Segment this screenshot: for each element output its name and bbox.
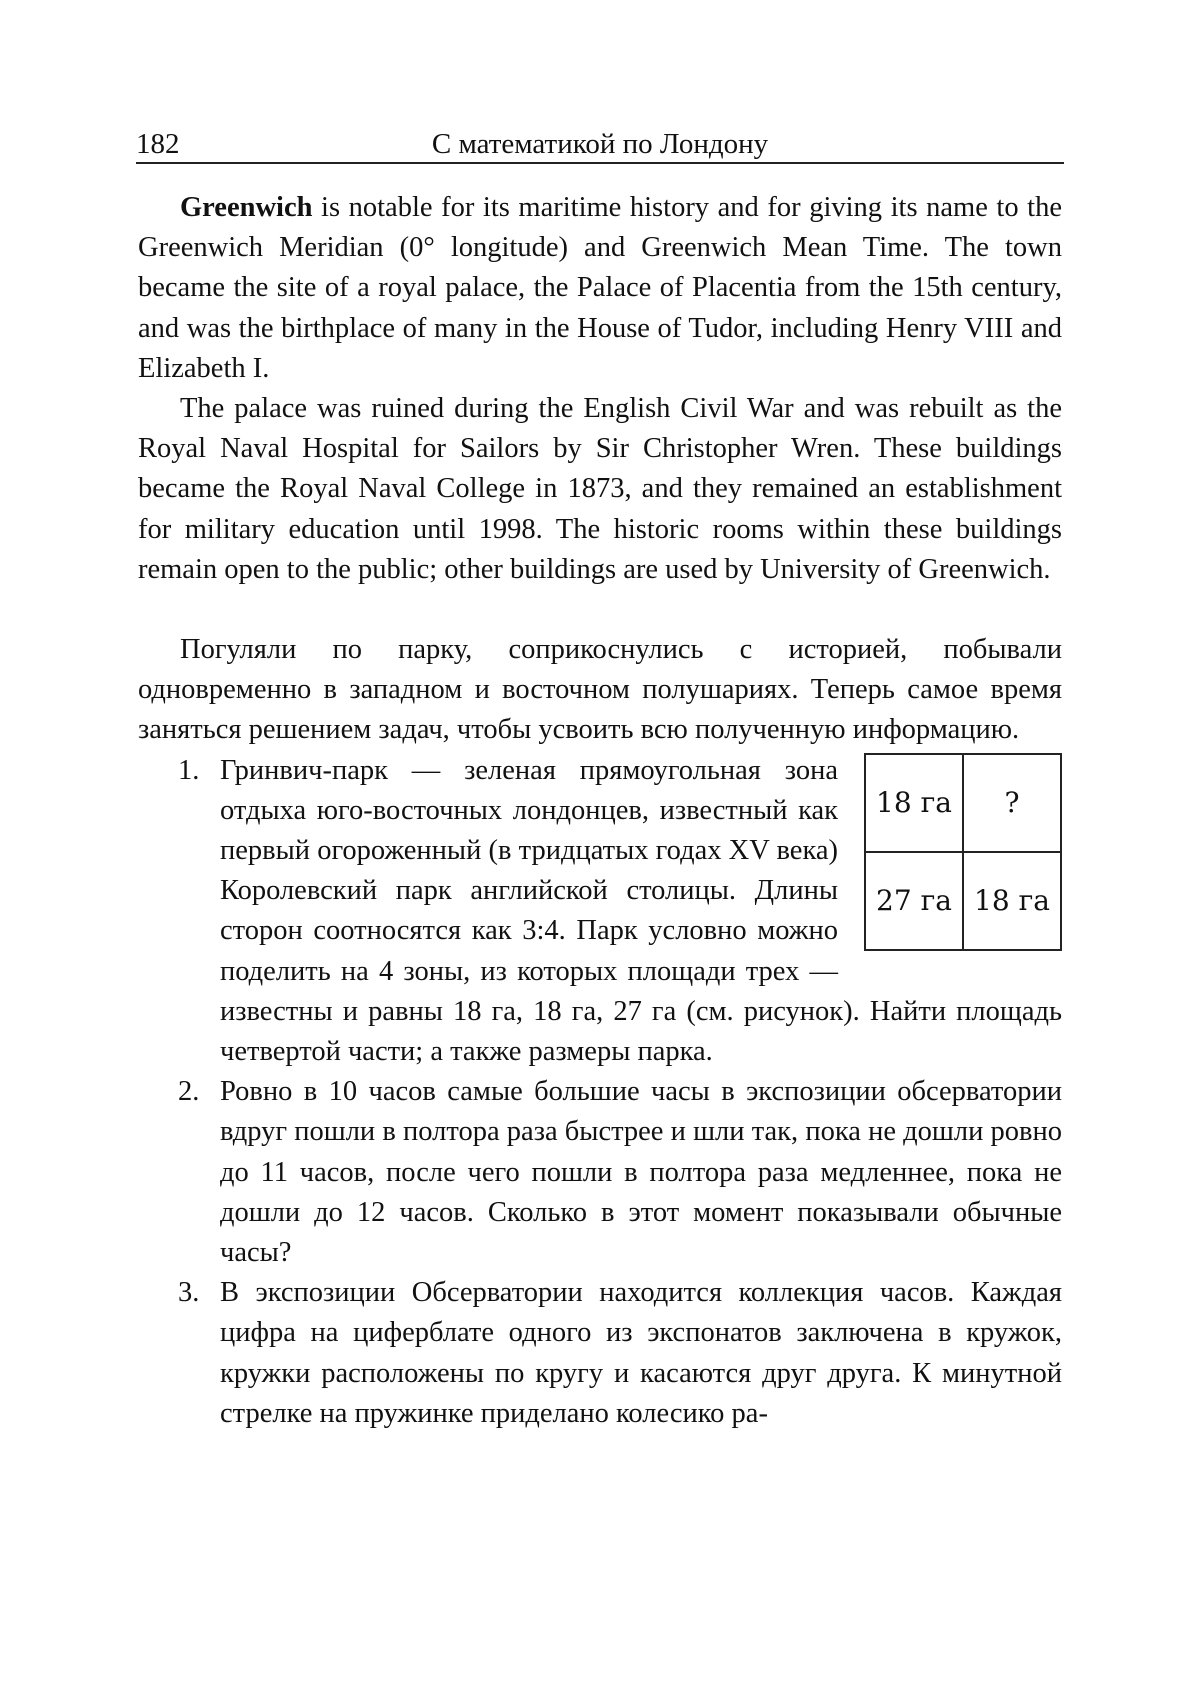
area-cell-bottom-left: 27 га xyxy=(865,852,963,950)
greenwich-term: Greenwich xyxy=(180,192,312,223)
page-body xyxy=(138,188,1062,1434)
running-title: С математикой по Лондону xyxy=(136,128,1064,161)
task-text: Ровно в 10 часов самые большие часы в экспозиции обсерватории вдруг пошли в полтора раза быстрее и шли так, пока не дошли ровно до 11 часов, после чего пошли в полтора раза медленнее, пока не дошли до 12 часов. Сколько в этот момент показывали обычные часы? xyxy=(220,1076,1062,1268)
area-cell-top-right: ? xyxy=(963,754,1061,852)
task-number: 2. xyxy=(178,1072,199,1112)
task-item xyxy=(138,751,1062,1073)
task-list xyxy=(138,751,1062,1434)
task-text: Гринвич-парк — зеленая прямоугольная зона отдыха юго-восточных лондонцев, известный как первый огороженный (в тридцатых годах XV века) Королевский парк английской столицы. Длины сторон соотносятся как 3:4. Парк условно можно поделить на 4 зоны, из которых площади трех — известны и равны 18 га, 18 га, 27 га (см. рисунок). Найти площадь четвертой части; а также размеры парка. xyxy=(220,755,1062,1067)
area-cell-bottom-right: 18 га xyxy=(963,852,1061,950)
task-text: В экспозиции Обсерватории находится коллекция часов. Каждая цифра на циферблате одного из экспонатов заключена в кружок, кружки расположены по кругу и касаются друг друга. К минутной стрелке на пружинке приделано колесико ра- xyxy=(220,1277,1062,1429)
area-cell-top-left: 18 га xyxy=(865,754,963,852)
paragraph-transition: Погуляли по парку, соприкоснулись с историей, побывали одновременно в западном и восточном полушариях. Теперь самое время заняться решением задач, чтобы усвоить всю полученную информацию. xyxy=(138,630,1062,751)
task-number: 3. xyxy=(178,1273,199,1313)
task-number: 1. xyxy=(178,751,199,791)
paragraph-greenwich-intro xyxy=(138,188,1062,389)
task-item xyxy=(138,1273,1062,1434)
paragraph-text: is notable for its maritime history and for giving its name to the Greenwich Meridian (0° longitude) and Greenwich Mean Time. The town became the site of a royal palace, the Palace of Placentia from the 15th century, and was the birthplace of many in the House of Tudor, including Henry VIII and Elizabeth I. xyxy=(138,192,1062,384)
running-header xyxy=(136,122,1064,164)
page-number: 182 xyxy=(136,128,180,161)
paragraph-gap xyxy=(138,590,1062,630)
task-item xyxy=(138,1072,1062,1273)
park-area-diagram xyxy=(864,753,1062,951)
paragraph-palace-history: The palace was ruined during the English Civil War and was rebuilt as the Royal Naval Hospital for Sailors by Sir Christopher Wren. These buildings became the Royal Naval College in 1873, and they remained an establishment for military education until 1998. The historic rooms within these buildings remain open to the public; other buildings are used by University of Greenwich. xyxy=(138,389,1062,590)
